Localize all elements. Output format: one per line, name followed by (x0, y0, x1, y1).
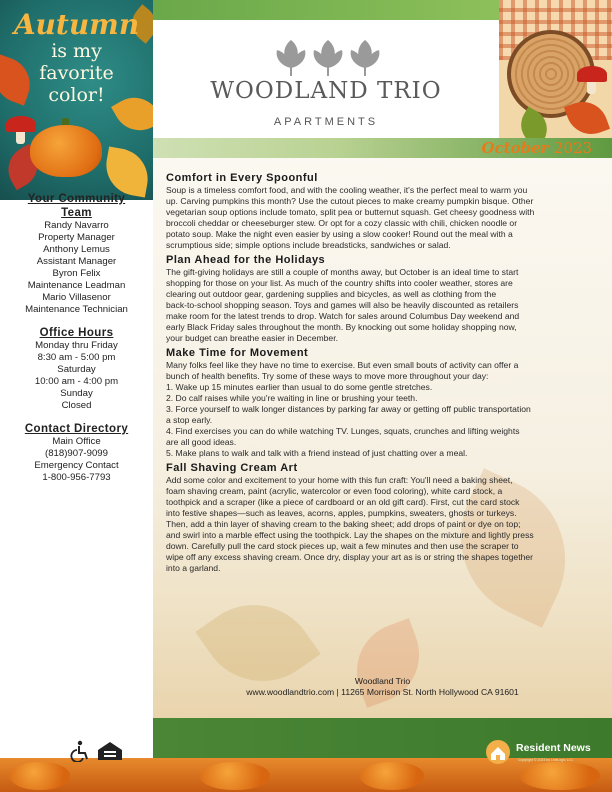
autumn-graphic (0, 0, 153, 200)
logo-name: WOODLAND TRIO (210, 78, 442, 104)
article-craft (166, 462, 602, 574)
pumpkin-icon (10, 762, 70, 790)
article-body (166, 185, 602, 251)
team-line: Maintenance Leadman (27, 280, 126, 291)
article-line: into festive shapes—such as leaves, acorns, apples, pumpkins, sweaters, ghosts or turkeys. (166, 508, 517, 518)
team-line: Randy Navarro (44, 220, 109, 231)
footer-address (153, 676, 612, 698)
article-line: Add some color and excitement to your home with this fun craft: You'll need a baking sheet, (166, 475, 513, 485)
team-line: Anthony Lemus (43, 244, 110, 255)
pumpkin-icon (360, 762, 424, 790)
article-line: toothpick and a scraper (like a piece of cardboard or an old gift card). First, cut the card stock (166, 497, 520, 507)
sun-house-icon (484, 738, 512, 766)
article-line: 4. Find exercises you can do while watching TV. Lunges, squats, crunches and lifting weights (166, 426, 520, 436)
article-line: early Black Friday sales throughout the month. By knocking out some holiday shopping now, (166, 322, 517, 332)
article-line: 5. Make plans to walk and talk with a friend instead of just chatting over a meal. (166, 448, 468, 458)
sidebar (0, 192, 153, 484)
autumn-slogan (0, 10, 153, 106)
issue-date (482, 139, 593, 157)
hours-line: Saturday (57, 364, 96, 375)
hours-heading: Office Hours (39, 327, 114, 339)
article-title: Plan Ahead for the Holidays (166, 254, 326, 266)
article-line: Soup is a timeless comfort food, and with the cooling weather, it's the perfect meal to warm you (166, 185, 528, 195)
mushroom-icon (577, 66, 607, 82)
pumpkin-icon (30, 125, 102, 177)
pumpkin-icon (200, 762, 270, 790)
article-line: 2. Do calf raises while you're waiting in line or brushing your teeth. (166, 393, 418, 403)
header-top-strip (153, 0, 499, 20)
article-line: vegetarian soup options include tomato, split pea or butternut squash. Get cheesy goodness with (166, 207, 535, 217)
article-holidays (166, 254, 602, 344)
hours-line: 10:00 am - 4:00 pm (34, 376, 119, 387)
mushroom-icon (6, 116, 36, 132)
article-line: potato soup. Make the night even easier by using a slow cooker! Round out the meal with a (166, 229, 513, 239)
hours-line: Sunday (60, 388, 93, 399)
article-title: Fall Shaving Cream Art (166, 462, 298, 474)
article-line: bunch of health benefits. Try some of these ways to move more throughout your day: (166, 371, 489, 381)
slogan-line: color! (48, 84, 105, 106)
article-line: scrumptious side; simple options include breadsticks, sandwiches or salad. (166, 240, 451, 250)
team-heading: Team (61, 207, 92, 219)
logo-subtitle: APARTMENTS (273, 116, 379, 128)
team-line: Byron Felix (52, 268, 101, 279)
team-heading: Your Community (27, 193, 126, 205)
article-title: Make Time for Movement (166, 347, 309, 359)
article-line: 1. Wake up 15 minutes earlier than usual to do some gentle stretches. (166, 382, 433, 392)
tree-logo-icon (273, 38, 383, 78)
contact-phone[interactable]: 1-800-956-7793 (42, 472, 111, 483)
article-line: shopping for those on your list. As much of the country shifts into cooler weather, stores are (166, 278, 513, 288)
decor-graphic (499, 0, 612, 140)
equal-housing-icon (98, 742, 122, 760)
article-line: down. Carefully pull the card stock pieces up, wait a few minutes and then use the scraper to (166, 541, 519, 551)
hours-line: Monday thru Friday (35, 340, 118, 351)
article-line: into a garland. (166, 563, 221, 573)
article-line: are all good ideas. (166, 437, 237, 447)
leaf-icon (102, 147, 153, 198)
resident-news-logo (484, 738, 608, 768)
article-line: back-to-school shopping season. Toys and games will also be heavily discounted as retailers (166, 300, 519, 310)
article-line: foam shaving cream, paint (acrylic, watercolor or even food coloring), white card stock, a (166, 486, 503, 496)
footer-name: Woodland Trio (354, 676, 411, 686)
article-body (166, 360, 602, 459)
team-line: Property Manager (38, 232, 115, 243)
contact-phone[interactable]: (818)907-9099 (45, 448, 108, 459)
article-body (166, 475, 602, 574)
article-line: clearing out outdoor gear, gardening supplies and bicycles, as well as clothing from the (166, 289, 497, 299)
article-line: up. Carving pumpkins this month? Use the cutout pieces to make creamy pumpkin bisque. Other (166, 196, 534, 206)
article-line: make room for the latest trends to drop. Watch for sales around Columbus Day weekend and (166, 311, 520, 321)
team-line: Mario Villasenor (42, 292, 111, 303)
article-title: Comfort in Every Spoonful (166, 172, 318, 184)
date-bar (153, 138, 612, 158)
footer-address-line[interactable]: www.woodlandtrio.com | 11265 Morrison St. North Hollywood CA 91601 (246, 687, 519, 697)
slogan-line: favorite (39, 62, 114, 84)
article-line: Then, add a thin layer of shaving cream to the baking sheet; add drops of paint or dye on top; (166, 519, 521, 529)
hours-line: 8:30 am - 5:00 pm (37, 352, 116, 363)
article-line: a stop early. (166, 415, 213, 425)
article-line: your budget can breathe easier in December. (166, 333, 338, 343)
contact-line: Main Office (52, 436, 101, 447)
wheelchair-icon (71, 741, 87, 762)
article-movement (166, 347, 602, 459)
article-line: The gift-giving holidays are still a couple of months away, but October is an ideal time to start (166, 267, 519, 277)
articles (166, 172, 602, 574)
hours-line: Closed (61, 400, 92, 411)
slogan-line: is my (51, 40, 102, 62)
article-line: broccoli cheddar or cheeseburger stew. Or opt for a cozy classic with chili, chicken noodle or (166, 218, 518, 228)
contact-heading: Contact Directory (24, 423, 129, 435)
article-line: wipe off any excess shaving cream. Once dry, display your art as is or string the shapes together (166, 552, 534, 562)
logo-panel (153, 20, 499, 138)
autumn-word: Autumn (13, 8, 140, 41)
article-soup (166, 172, 602, 251)
issue-month: October (481, 139, 549, 157)
copyright-note: Copyright © 2023 by LinkLogic LLC (518, 758, 574, 762)
team-line: Maintenance Technician (25, 304, 128, 315)
article-line: Many folks feel like they have no time to exercise. But even small bouts of activity can offer a (166, 360, 519, 370)
issue-year: 2023 (553, 139, 592, 157)
article-line: 3. Force yourself to walk longer distances by parking far away or getting off public transportation (166, 404, 531, 414)
article-line: and swirl into a marble effect using the toothpick. Lay the shapes on the mixture and lightly press (166, 530, 534, 540)
resident-news-label: Resident News (516, 742, 591, 754)
accessibility-logos (66, 740, 136, 762)
contact-line: Emergency Contact (34, 460, 119, 471)
article-body (166, 267, 602, 344)
team-line: Assistant Manager (36, 256, 117, 267)
